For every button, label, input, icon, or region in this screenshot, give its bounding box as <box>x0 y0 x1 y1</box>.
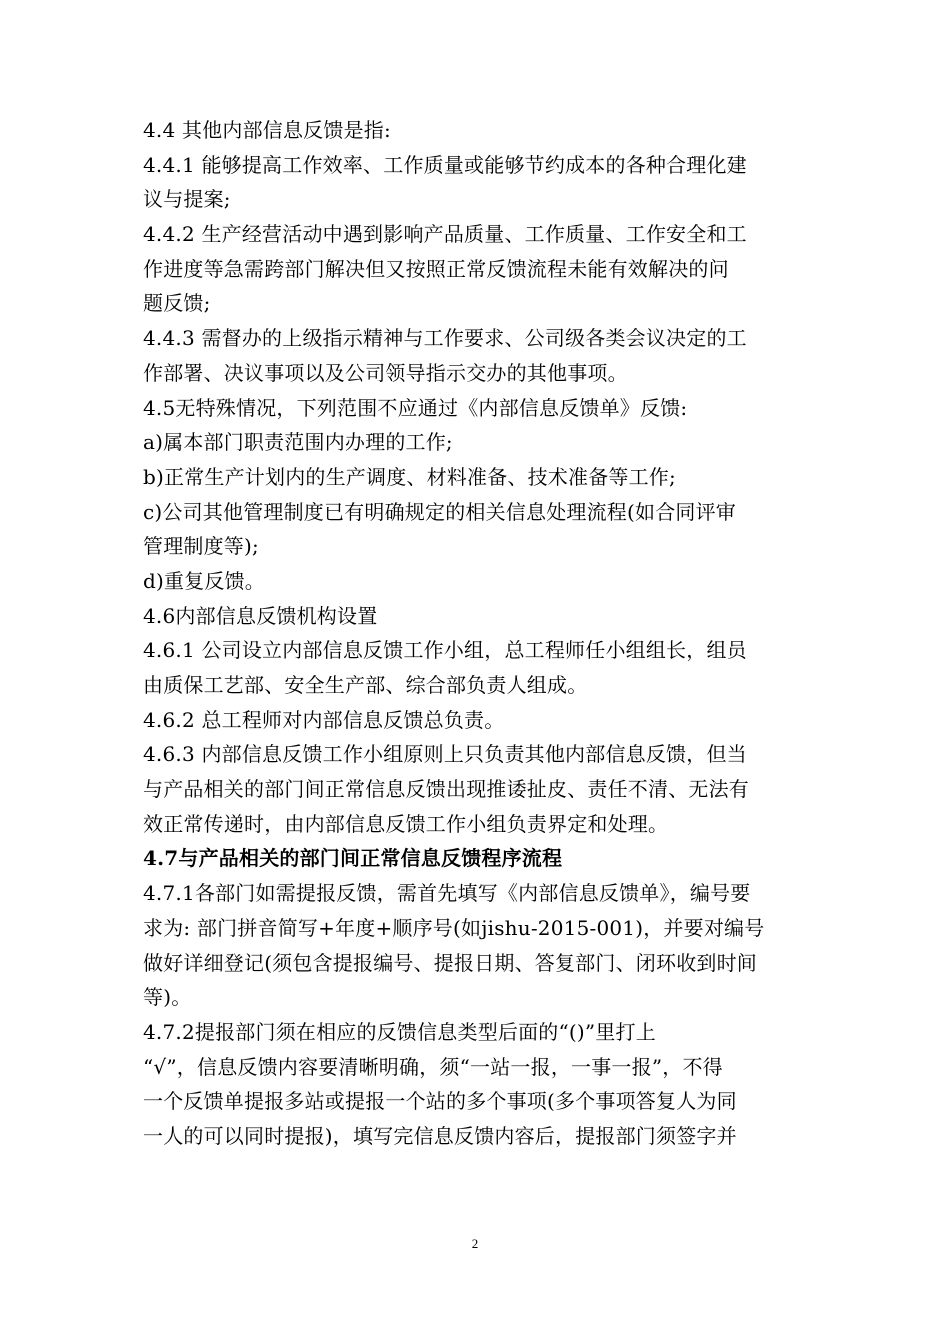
body-text-line: 4.4 其他内部信息反馈是指: <box>143 118 391 142</box>
section-heading-line: 4.7与产品相关的部门间正常信息反馈程序流程 <box>143 846 563 871</box>
body-text-line: a)属本部门职责范围内办理的工作; <box>143 430 453 455</box>
body-text-line: 管理制度等); <box>143 534 259 559</box>
body-text-line: 作部署、决议事项以及公司领导指示交办的其他事项。 <box>143 360 628 385</box>
body-text-line: 4.7.2提报部门须在相应的反馈信息类型后面的“()”里打上 <box>143 1019 656 1044</box>
body-text-line: 4.4.2 生产经营活动中遇到影响产品质量、工作质量、工作安全和工 <box>143 222 747 247</box>
body-text-line: 一人的可以同时提报)，填写完信息反馈内容后，提报部门须签字并 <box>143 1123 737 1148</box>
body-text-line: 4.6内部信息反馈机构设置 <box>143 603 378 628</box>
body-text-line: 题反馈; <box>143 291 211 316</box>
document-body <box>143 113 813 1154</box>
body-text-line: 4.7.1各部门如需提报反馈，需首先填写《内部信息反馈单》，编号要 <box>143 881 751 906</box>
body-text-line: 求为: 部门拼音简写+年度+顺序号(如jishu-2015-001)，并要对编号 <box>143 915 765 940</box>
body-text-line: 作进度等急需跨部门解决但又按照正常反馈流程未能有效解决的问 <box>143 256 729 281</box>
body-text-line: 4.4.3 需督办的上级指示精神与工作要求、公司级各类会议决定的工 <box>143 326 747 351</box>
body-text-line: 议与提案; <box>143 187 231 212</box>
body-text-line: 4.5无特殊情况，下列范围不应通过《内部信息反馈单》反馈: <box>143 395 688 420</box>
body-text-line: 等)。 <box>143 985 192 1010</box>
body-text-line: 做好详细登记(须包含提报编号、提报日期、答复部门、闭环收到时间 <box>143 950 758 975</box>
page-number: 2 <box>471 1236 479 1251</box>
body-text-line: 4.6.1 公司设立内部信息反馈工作小组，总工程师任小组组长，组员 <box>143 638 747 663</box>
body-text-line: d)重复反馈。 <box>143 568 266 593</box>
body-text-line: 4.6.3 内部信息反馈工作小组原则上只负责其他内部信息反馈，但当 <box>143 742 747 767</box>
body-text-line: “√”，信息反馈内容要清晰明确，须“一站一报，一事一报”，不得 <box>143 1054 723 1079</box>
body-text-line: 4.6.2 总工程师对内部信息反馈总负责。 <box>143 707 505 732</box>
body-text-line: 与产品相关的部门间正常信息反馈出现推诿扯皮、责任不清、无法有 <box>143 777 749 802</box>
body-text-line: 由质保工艺部、安全生产部、综合部负责人组成。 <box>143 673 588 697</box>
body-text-line: b)正常生产计划内的生产调度、材料准备、技术准备等工作; <box>143 464 676 489</box>
body-text-line: 4.4.1 能够提高工作效率、工作质量或能够节约成本的各种合理化建 <box>143 152 747 177</box>
body-text-line: 效正常传递时，由内部信息反馈工作小组负责界定和处理。 <box>143 811 669 836</box>
body-text-line: c)公司其他管理制度已有明确规定的相关信息处理流程(如合同评审 <box>143 499 737 524</box>
body-text-line: 一个反馈单提报多站或提报一个站的多个事项(多个事项答复人为同 <box>143 1089 737 1114</box>
